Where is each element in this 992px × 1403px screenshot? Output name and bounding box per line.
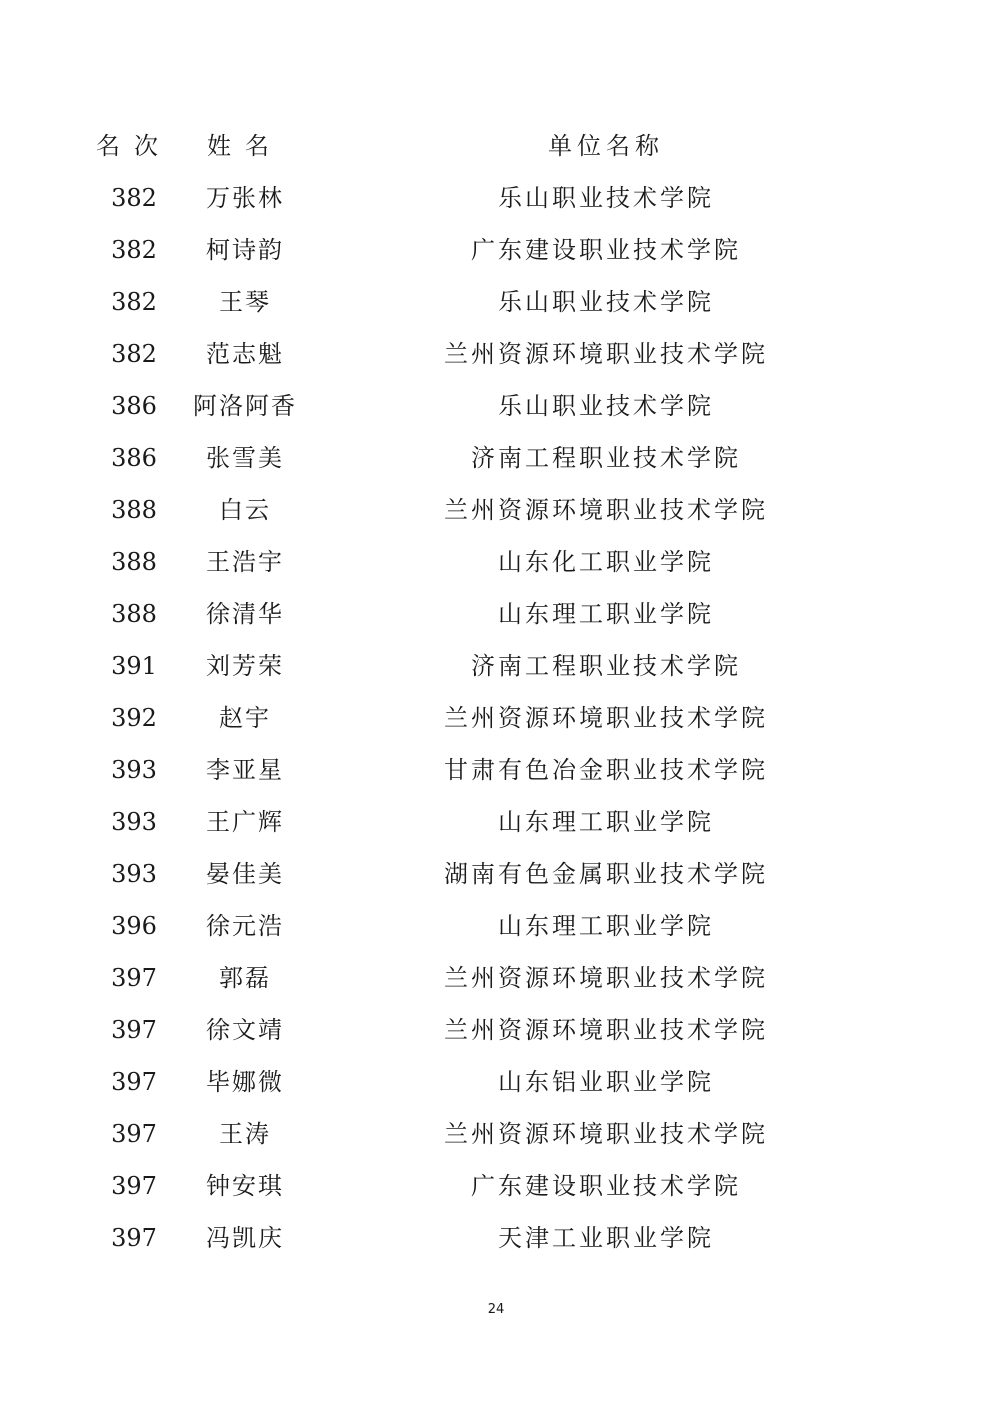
table-row — [0, 952, 992, 1004]
rank-cell: 388 — [111, 600, 157, 628]
table-body — [0, 172, 992, 1264]
unit-cell: 济南工程职业技术学院 — [471, 652, 741, 680]
name-cell: 徐文靖 — [206, 1016, 284, 1044]
name-cell: 徐元浩 — [206, 912, 284, 940]
rank-cell: 382 — [111, 340, 157, 368]
unit-cell: 山东铝业职业学院 — [498, 1068, 714, 1096]
name-cell: 赵宇 — [219, 704, 271, 732]
table-row — [0, 848, 992, 900]
rank-cell: 393 — [111, 756, 157, 784]
column-header-unit: 单位名称 — [548, 132, 664, 160]
unit-cell: 广东建设职业技术学院 — [471, 1172, 741, 1200]
table-row — [0, 692, 992, 744]
rank-cell: 382 — [111, 184, 157, 212]
unit-cell: 广东建设职业技术学院 — [471, 236, 741, 264]
unit-cell: 甘肃有色冶金职业技术学院 — [444, 756, 768, 784]
table-row — [0, 1108, 992, 1160]
name-cell: 徐清华 — [206, 600, 284, 628]
name-cell: 万张林 — [206, 184, 284, 212]
rank-cell: 388 — [111, 548, 157, 576]
table-row — [0, 1212, 992, 1264]
table-row — [0, 432, 992, 484]
unit-cell: 乐山职业技术学院 — [498, 392, 714, 420]
unit-cell: 兰州资源环境职业技术学院 — [444, 704, 768, 732]
name-cell: 郭磊 — [219, 964, 271, 992]
table-row — [0, 484, 992, 536]
unit-cell: 乐山职业技术学院 — [498, 288, 714, 316]
name-cell: 柯诗韵 — [206, 236, 284, 264]
name-cell: 李亚星 — [206, 756, 284, 784]
rank-cell: 397 — [111, 1224, 157, 1252]
unit-cell: 兰州资源环境职业技术学院 — [444, 340, 768, 368]
name-cell: 晏佳美 — [206, 860, 284, 888]
name-cell: 白云 — [219, 496, 271, 524]
rank-cell: 397 — [111, 1172, 157, 1200]
unit-cell: 兰州资源环境职业技术学院 — [444, 496, 768, 524]
table-row — [0, 744, 992, 796]
unit-cell: 天津工业职业学院 — [498, 1224, 714, 1252]
name-cell: 张雪美 — [206, 444, 284, 472]
rank-cell: 397 — [111, 1068, 157, 1096]
table-row — [0, 1056, 992, 1108]
unit-cell: 乐山职业技术学院 — [498, 184, 714, 212]
table-header — [0, 120, 992, 172]
rank-cell: 386 — [111, 444, 157, 472]
name-cell: 王浩宇 — [206, 548, 284, 576]
unit-cell: 湖南有色金属职业技术学院 — [444, 860, 768, 888]
name-cell: 王涛 — [219, 1120, 271, 1148]
rank-cell: 397 — [111, 1016, 157, 1044]
unit-cell: 山东理工职业学院 — [498, 808, 714, 836]
rank-cell: 397 — [111, 964, 157, 992]
name-cell: 刘芳荣 — [206, 652, 284, 680]
name-cell: 阿洛阿香 — [193, 392, 297, 420]
ranking-table — [0, 120, 992, 1264]
table-row — [0, 1004, 992, 1056]
rank-cell: 396 — [111, 912, 157, 940]
unit-cell: 兰州资源环境职业技术学院 — [444, 1120, 768, 1148]
table-row — [0, 900, 992, 952]
table-row — [0, 172, 992, 224]
table-row — [0, 276, 992, 328]
unit-cell: 山东理工职业学院 — [498, 912, 714, 940]
unit-cell: 兰州资源环境职业技术学院 — [444, 1016, 768, 1044]
name-cell: 王琴 — [219, 288, 271, 316]
rank-cell: 397 — [111, 1120, 157, 1148]
table-row — [0, 380, 992, 432]
name-cell: 钟安琪 — [206, 1172, 284, 1200]
rank-cell: 391 — [111, 652, 157, 680]
rank-cell: 392 — [111, 704, 157, 732]
rank-cell: 382 — [111, 288, 157, 316]
table-row — [0, 328, 992, 380]
column-header-rank: 名次 — [96, 132, 172, 160]
name-cell: 范志魁 — [206, 340, 284, 368]
rank-cell: 393 — [111, 808, 157, 836]
name-cell: 毕娜微 — [206, 1068, 284, 1096]
table-row — [0, 796, 992, 848]
page-number: 24 — [487, 1302, 505, 1317]
rank-cell: 388 — [111, 496, 157, 524]
unit-cell: 济南工程职业技术学院 — [471, 444, 741, 472]
name-cell: 王广辉 — [206, 808, 284, 836]
table-row — [0, 588, 992, 640]
table-row — [0, 1160, 992, 1212]
column-header-name: 姓名 — [207, 132, 283, 160]
name-cell: 冯凯庆 — [206, 1224, 284, 1252]
table-row — [0, 536, 992, 588]
rank-cell: 382 — [111, 236, 157, 264]
table-row — [0, 224, 992, 276]
rank-cell: 386 — [111, 392, 157, 420]
unit-cell: 山东理工职业学院 — [498, 600, 714, 628]
unit-cell: 兰州资源环境职业技术学院 — [444, 964, 768, 992]
unit-cell: 山东化工职业学院 — [498, 548, 714, 576]
table-row — [0, 640, 992, 692]
rank-cell: 393 — [111, 860, 157, 888]
